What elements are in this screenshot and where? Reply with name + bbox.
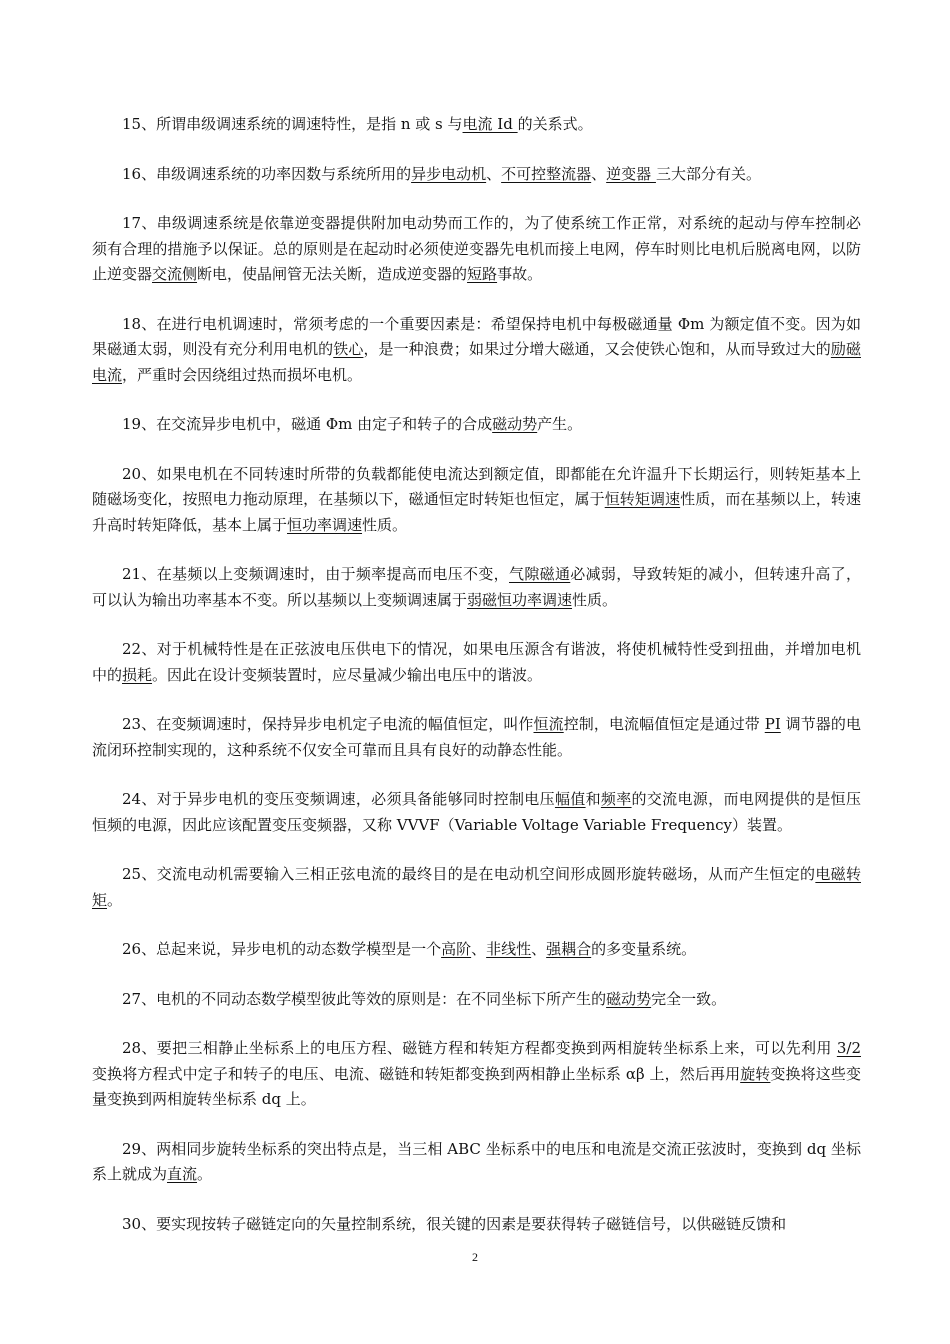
answer-blank: 3/2 bbox=[836, 1039, 861, 1057]
question-text: 性质，而在基频以上，转速升高时转矩降低，基本上属于 bbox=[92, 490, 861, 534]
question-text: 30、要实现按转子磁链定向的矢量控制系统，很关键的因素是要获得转子磁链信号，以供磁链反馈和 bbox=[122, 1214, 787, 1233]
question-text: 。 bbox=[197, 1165, 213, 1183]
question-text: 19、在交流异步电机中，磁通 Φm 由定子和转子的合成 bbox=[122, 415, 493, 433]
answer-blank: 幅值 bbox=[554, 790, 586, 808]
answer-blank: 交流侧 bbox=[152, 265, 198, 283]
question-text: 28、要把三相静止坐标系上的电压方程、磁链方程和转矩方程都变换到两相旋转坐标系上来，可以先利用 bbox=[122, 1039, 837, 1057]
answer-blank: 磁动势 bbox=[606, 989, 652, 1008]
question-paragraph bbox=[92, 412, 861, 438]
page-number: 2 bbox=[472, 1250, 478, 1264]
answer-blank: 气隙磁通 bbox=[509, 565, 571, 583]
question-text: 29、两相同步旋转坐标系的突出特点是，当三相 ABC 坐标系中的电压和电流是交流正弦波时，变换到 dq 坐标系上就成为 bbox=[92, 1139, 861, 1183]
question-text: 、 bbox=[531, 940, 547, 958]
question-paragraph bbox=[92, 162, 861, 188]
question-text: 22、对于机械特性是在正弦波电压供电下的情况，如果电压源含有谐波，将使机械特性受到扭曲，并增加电机中的 bbox=[92, 640, 861, 684]
question-text: ，严重时会因绕组过热而损坏电机。 bbox=[122, 365, 363, 384]
document-page bbox=[92, 112, 861, 1261]
question-text: 控制，电流幅值恒定是通过带 bbox=[563, 715, 765, 733]
question-text: ，是一种浪费；如果过分增大磁通，又会使铁心饱和，从而导致过大的 bbox=[363, 340, 831, 358]
question-text: 三大部分有关。 bbox=[655, 164, 761, 183]
question-paragraph bbox=[92, 562, 861, 613]
question-paragraph bbox=[92, 1036, 861, 1113]
question-text: 事故。 bbox=[497, 265, 543, 283]
answer-blank: 弱磁恒功率调速 bbox=[467, 590, 573, 609]
question-text: 变换将这些变量变换到两相旋转坐标系 dq 上。 bbox=[92, 1064, 861, 1108]
answer-blank: PI bbox=[764, 715, 781, 733]
question-text: 调节器的电流闭环控制实现的，这种系统不仅安全可靠而且具有良好的动静态性能。 bbox=[92, 715, 861, 759]
answer-blank: 恒流 bbox=[533, 715, 564, 733]
question-text: 23、在变频调速时，保持异步电机定子电流的幅值恒定，叫作 bbox=[122, 715, 534, 733]
answer-blank: 电流 Id bbox=[462, 115, 518, 133]
question-text: 17、串级调速系统是依靠逆变器提供附加电动势而工作的，为了使系统工作正常，对系统的起动与停车控制必须有合理的措施予以保证。总的原则是在起动时必须使逆变器先电机而接上电网，停车时则比电机后脱离电网，以防止逆变器 bbox=[92, 214, 861, 283]
question-paragraph bbox=[92, 1212, 861, 1238]
answer-blank: 短路 bbox=[467, 265, 498, 283]
answer-blank: 异步电动机 bbox=[411, 164, 487, 183]
answer-blank: 强耦合 bbox=[546, 940, 592, 958]
question-text: 18、在进行电机调速时，常须考虑的一个重要因素是：希望保持电机中每极磁通量 Φm 为额定值不变。因为如果磁通太弱，则没有充分利用电机的 bbox=[92, 314, 861, 358]
question-text: 21、在基频以上变频调速时，由于频率提高而电压不变， bbox=[122, 565, 510, 583]
question-paragraph bbox=[92, 862, 861, 913]
question-text: 16、串级调速系统的功率因数与系统所用的 bbox=[122, 164, 412, 183]
answer-blank: 高阶 bbox=[441, 940, 472, 958]
question-paragraph bbox=[92, 312, 861, 389]
question-paragraph bbox=[92, 112, 861, 138]
question-text: 、 bbox=[591, 164, 607, 183]
question-text: 24、对于异步电机的变压变频调速，必须具备能够同时控制电压 bbox=[122, 790, 555, 808]
question-text: 15、所谓串级调速系统的调速特性，是指 n 或 s 与 bbox=[122, 115, 463, 133]
question-text: 、 bbox=[471, 940, 487, 958]
answer-blank: 恒功率调速 bbox=[287, 515, 363, 534]
question-text: 25、交流电动机需要输入三相正弦电流的最终目的是在电动机空间形成圆形旋转磁场，从而产生恒定的 bbox=[122, 865, 816, 883]
answer-blank: 不可控整流器 bbox=[501, 164, 592, 183]
question-text: 的关系式。 bbox=[517, 115, 593, 133]
question-text: 产生。 bbox=[537, 415, 583, 433]
answer-blank: 旋转 bbox=[740, 1064, 771, 1083]
question-text: 。 bbox=[107, 890, 123, 909]
answer-blank: 电磁转矩 bbox=[92, 865, 861, 909]
question-text: 26、总起来说，异步电机的动态数学模型是一个 bbox=[122, 940, 442, 958]
question-text: 完全一致。 bbox=[651, 989, 727, 1008]
answer-blank: 逆变器 bbox=[606, 164, 656, 183]
question-text: 和 bbox=[585, 790, 601, 808]
question-paragraph bbox=[92, 637, 861, 688]
answer-blank: 铁心 bbox=[333, 340, 364, 358]
question-paragraph bbox=[92, 211, 861, 288]
question-text: 20、如果电机在不同转速时所带的负载都能使电流达到额定值，即都能在允许温升下长期运行，则转矩基本上随磁场变化，按照电力拖动原理，在基频以下，磁通恒定时转矩也恒定，属于 bbox=[92, 464, 861, 508]
question-paragraph bbox=[92, 1137, 861, 1188]
question-paragraph bbox=[92, 712, 861, 763]
question-text: 断电，使晶闸管无法关断，造成逆变器的 bbox=[197, 265, 468, 283]
answer-blank: 直流 bbox=[167, 1165, 198, 1183]
question-text: 。因此在设计变频装置时，应尽量减少输出电压中的谐波。 bbox=[152, 665, 543, 684]
question-text: 性质。 bbox=[362, 515, 408, 534]
answer-blank: 频率 bbox=[600, 790, 632, 808]
question-text: 27、电机的不同动态数学模型彼此等效的原则是：在不同坐标下所产生的 bbox=[122, 989, 607, 1008]
question-paragraph bbox=[92, 987, 861, 1013]
question-paragraph bbox=[92, 937, 861, 963]
answer-blank: 非线性 bbox=[486, 940, 532, 958]
answer-blank: 磁动势 bbox=[492, 415, 538, 433]
answer-blank: 恒转矩调速 bbox=[604, 490, 681, 508]
question-text: 、 bbox=[486, 164, 502, 183]
question-text: 必减弱，导致转矩的减小，但转速升高了，可以认为输出功率基本不变。所以基频以上变频调速属于 bbox=[92, 565, 861, 609]
question-paragraph bbox=[92, 787, 861, 838]
question-text: 变换将方程式中定子和转子的电压、电流、磁链和转矩都变换到两相静止坐标系 αβ 上，然后再用 bbox=[92, 1064, 741, 1083]
question-paragraph bbox=[92, 462, 861, 539]
question-text: 性质。 bbox=[572, 590, 618, 609]
answer-blank: 励磁电流 bbox=[92, 340, 861, 384]
answer-blank: 损耗 bbox=[122, 665, 153, 684]
question-text: 的多变量系统。 bbox=[591, 940, 697, 958]
question-text: 的交流电源，而电网提供的是恒压恒频的电源，因此应该配置变压变频器，又称 VVVF（Variable Voltage Variable Frequency）装置。 bbox=[92, 790, 861, 834]
